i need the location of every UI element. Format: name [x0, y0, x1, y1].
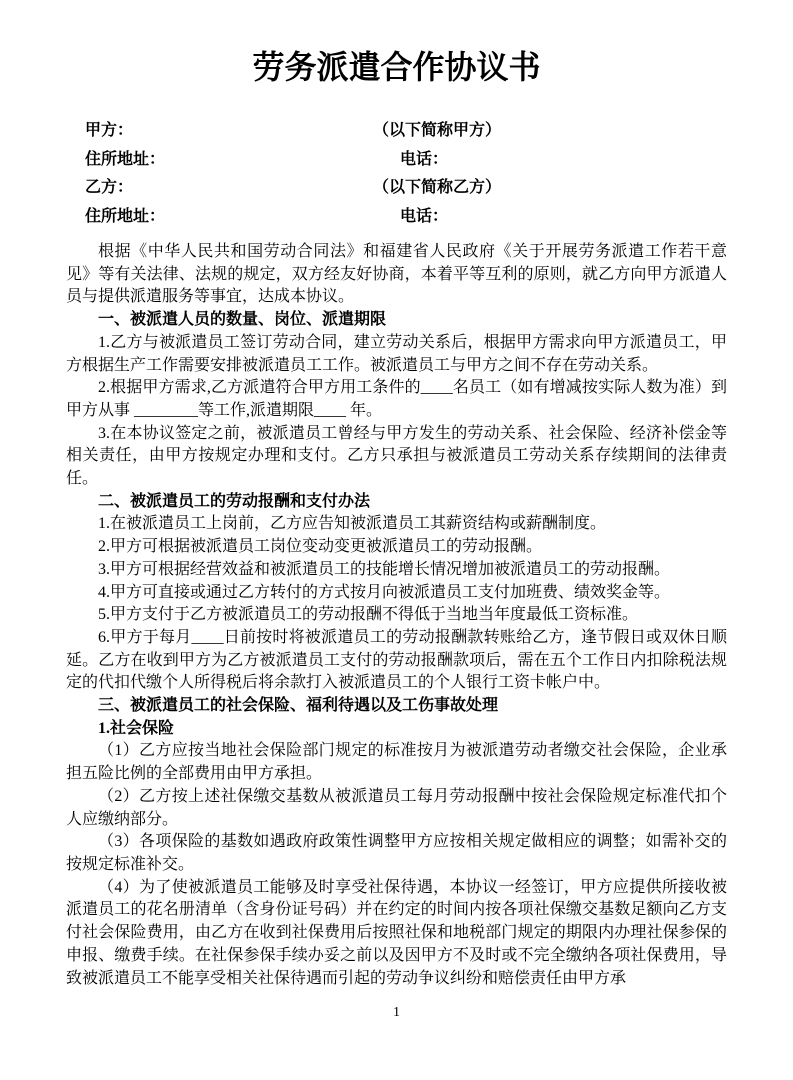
party-a-phone-label: 电话：	[400, 150, 449, 168]
section-3-clause-4: （4）为了使被派遣员工能够及时享受社保待遇，本协议一经签订，甲方应提供所接收被派遣员工的花名册清单（含身份证号码）并在约定的时间内按各项社保缴交基数足额向乙方支付社会保险费用，由乙方在收到社保费用后按照社保和地税部门规定的期限内办理社保参保的申报、缴费手续。在社保参保手续办妥之前以及因甲方不及时或不完全缴纳各项社保费用，导致被派遣员工不能享受相关社保待遇而引起的劳动争议纠纷和赔偿责任由甲方承	[66, 878, 727, 987]
section-1-heading: 一、被派遣人员的数量、岗位、派遣期限	[98, 311, 387, 329]
section-1-clause-3: 3.在本协议签定之前，被派遣员工曾经与甲方发生的劳动关系、社会保险、经济补偿金等相关责任，由甲方按规定办理和支付。乙方只承担与被派遣员工劳动关系存续期间的法律责任。	[66, 424, 727, 488]
document-body	[66, 241, 727, 990]
section-1-clause-1: 1.乙方与被派遣员工签订劳动合同，建立劳动关系后，根据甲方需求向甲方派遣员工，甲方根据生产工作需要安排被派遣员工工作。被派遣员工与甲方之间不存在劳动关系。	[66, 333, 727, 374]
section-3-clause-2: （2）乙方按上述社保缴交基数从被派遣员工每月劳动报酬中按社会保险规定标准代扣个人应缴纳部分。	[66, 787, 727, 828]
document-title: 劳务派遣合作协议书	[252, 49, 541, 85]
party-b-label: 乙方：	[85, 179, 134, 196]
party-b-alias: （以下简称乙方）	[373, 179, 502, 196]
party-a-label: 甲方：	[85, 122, 134, 139]
section-2-clause-2: 2.甲方可根据被派遣员工岗位变动变更被派遣员工的劳动报酬。	[98, 538, 543, 556]
party-b-address-row	[66, 203, 727, 232]
section-3-clause-3: （3）各项保险的基数如遇政府政策性调整甲方应按相关规定做相应的调整；如需补交的按规定标准补交。	[66, 833, 727, 873]
party-a-address-label: 住所地址：	[85, 150, 166, 168]
section-2-clause-5: 5.甲方支付于乙方被派遣员工的劳动报酬不得低于当地当年度最低工资标准。	[98, 606, 639, 624]
section-2-clause-3: 3.甲方可根据经营效益和被派遣员工的技能增长情况增加被派遣员工的劳动报酬。	[98, 560, 671, 578]
section-2-clause-6: 6.甲方于每月____日前按时将被派遣员工的劳动报酬款转账给乙方，逢节假日或双休日顺延。乙方在收到甲方为乙方被派遣员工支付的劳动报酬款项后，需在五个工作日内扣除税法规定的代扣代缴个人所得税后将余款打入被派遣员工的个人银行工资卡帐户中。	[66, 628, 727, 692]
section-2-clause-1: 1.在被派遣员工上岗前，乙方应告知被派遣员工其薪资结构或薪酬制度。	[98, 515, 607, 533]
page-number: 1	[393, 1005, 400, 1020]
party-a-address-row	[66, 146, 727, 175]
intro-paragraph: 根据《中华人民共和国劳动合同法》和福建省人民政府《关于开展劳务派遣工作若干意见》等有关法律、法规的规定，双方经友好协商，本着平等互利的原则，就乙方向甲方派遣人员与提供派遣服务等事宜，达成本协议。	[66, 243, 727, 306]
section-2-clause-4: 4.甲方可直接或通过乙方转付的方式按月向被派遣员工支付加班费、绩效奖金等。	[98, 583, 671, 601]
party-b-phone-label: 电话：	[400, 207, 449, 225]
party-a-alias: （以下简称甲方）	[373, 122, 502, 139]
section-2-heading: 二、被派遣员工的劳动报酬和支付办法	[98, 492, 371, 510]
section-3-heading: 三、被派遣员工的社会保险、福利待遇以及工伤事故处理	[98, 697, 499, 715]
section-3-subheading: 1.社会保险	[98, 719, 175, 737]
party-b-row	[66, 174, 727, 203]
party-a-row	[66, 117, 727, 146]
parties-block	[66, 117, 727, 231]
party-b-address-label: 住所地址：	[85, 207, 166, 225]
section-1-clause-2: 2.根据甲方需求,乙方派遣符合甲方用工条件的____名员工（如有增减按实际人数为准）到甲方从事 ________等工作,派遣期限____ 年。	[66, 379, 727, 419]
section-3-clause-1: （1）乙方应按当地社会保险部门规定的标准按月为被派遣劳动者缴交社会保险，企业承担五险比例的全部费用由甲方承担。	[66, 742, 727, 783]
